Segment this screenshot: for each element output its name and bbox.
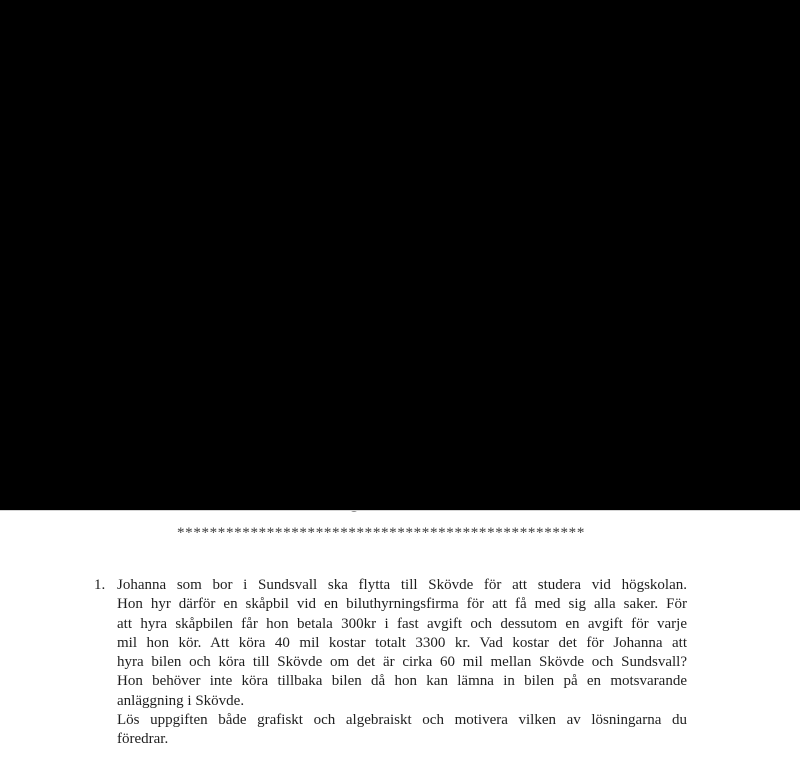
problem-text-line: mil hon kör. Att köra 40 mil kostar totalt 3300 kr. Vad kostar det för Johanna att [117, 634, 687, 651]
problem-text-line: Hon hyr därför en skåpbil vid en biluthyrningsfirma för att få med sig alla saker. För [117, 596, 687, 613]
problem-text-line: föredrar. [117, 731, 169, 748]
problem-text-line: hyra bilen och köra till Skövde om det är cirka 60 mil mellan Skövde och Sundsvall? [117, 654, 687, 671]
problem-number: 1. [94, 577, 106, 593]
problem-text-line: att hyra skåpbilen får hon betala 300kr i fast avgift och dessutom en avgift för varje [117, 615, 687, 632]
asterisk-separator: ************************************************** [177, 525, 585, 541]
problem-body [117, 576, 687, 750]
problem-text-line: anläggning i Skövde. [117, 692, 245, 709]
problem-text-line: Lös uppgiften både grafiskt och algebraiskt och motivera vilken av lösningarna du [117, 712, 687, 729]
problem-text-line: Johanna som bor i Sundsvall ska flytta till Skövde för att studera vid högskolan. [117, 577, 687, 593]
problem-text-line: Hon behöver inte köra tillbaka bilen då hon kan lämna in bilen på en motsvarande [117, 673, 687, 690]
